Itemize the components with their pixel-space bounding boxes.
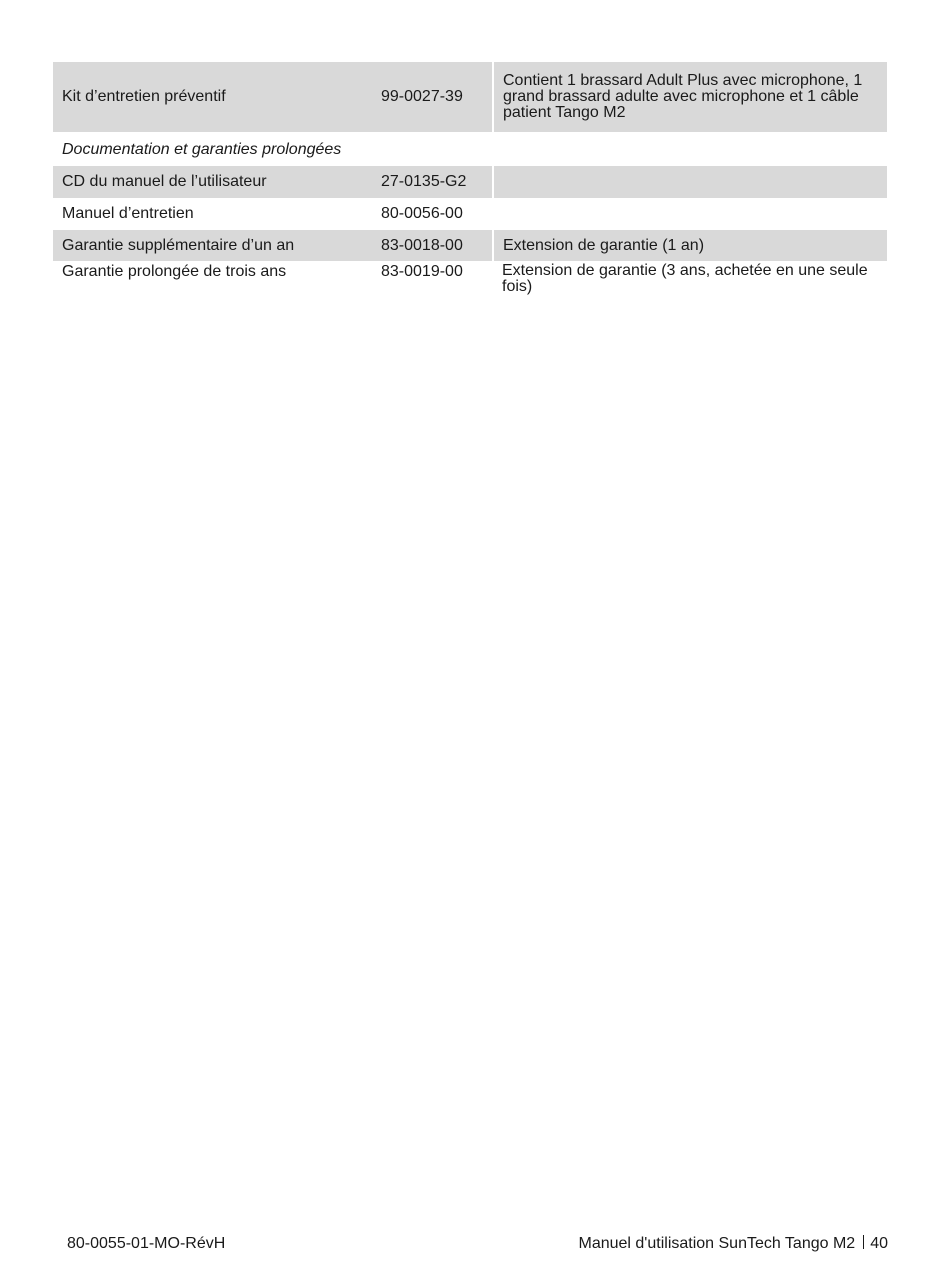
item-name: Kit d’entretien préventif — [53, 62, 354, 132]
parts-table — [53, 62, 887, 297]
item-description: Extension de garantie (1 an) — [493, 230, 887, 261]
table-row — [53, 230, 887, 261]
part-number: 83-0019-00 — [354, 261, 493, 297]
footer-right — [578, 1235, 888, 1253]
footer-manual-title: Manuel d'utilisation SunTech Tango M2 — [578, 1235, 856, 1252]
item-description: Contient 1 brassard Adult Plus avec microphone, 1 grand brassard adulte avec microphone et 1 câble patient Tango M2 — [493, 62, 887, 132]
item-description — [493, 198, 887, 230]
page-number: 40 — [870, 1235, 888, 1252]
footer-doc-number: 80-0055-01-MO-RévH — [67, 1235, 226, 1252]
item-name: Garantie supplémentaire d’un an — [53, 230, 354, 261]
table-row — [53, 166, 887, 198]
section-title: Documentation et garanties prolongées — [53, 132, 887, 166]
item-name: CD du manuel de l’utilisateur — [53, 166, 354, 198]
footer-separator — [863, 1235, 864, 1249]
table-row — [53, 198, 887, 230]
section-header-row — [53, 132, 887, 166]
table-row — [53, 261, 887, 297]
part-number: 99-0027-39 — [354, 62, 493, 132]
part-number: 83-0018-00 — [354, 230, 493, 261]
item-name: Manuel d’entretien — [53, 198, 354, 230]
part-number: 27-0135-G2 — [354, 166, 493, 198]
table-row — [53, 62, 887, 132]
item-description — [493, 166, 887, 198]
item-description: Extension de garantie (3 ans, achetée en une seule fois) — [493, 261, 887, 297]
part-number: 80-0056-00 — [354, 198, 493, 230]
item-name: Garantie prolongée de trois ans — [53, 261, 354, 297]
